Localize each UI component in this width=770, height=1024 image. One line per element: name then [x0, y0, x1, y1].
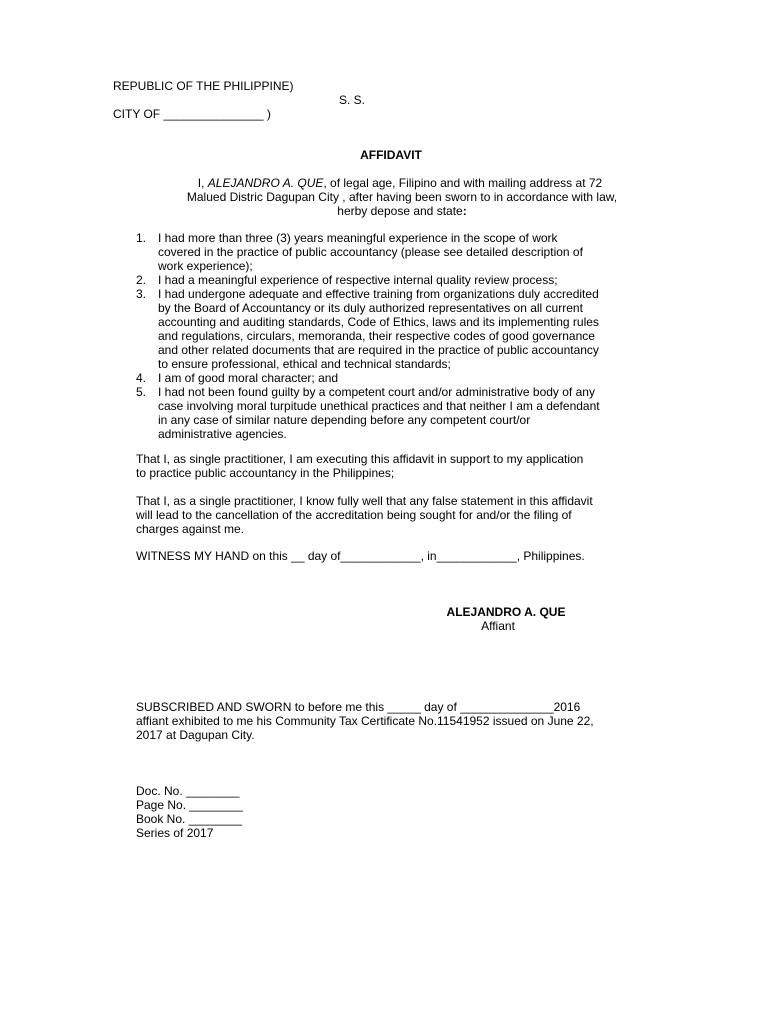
intro-line-3-text: herby depose and state — [337, 204, 463, 218]
header-ss: S. S. — [339, 93, 366, 107]
notary-doc-no: Doc. No. ________ — [136, 784, 240, 798]
list-number: 5. — [136, 385, 147, 399]
signature-role: Affiant — [481, 619, 515, 633]
list-item — [136, 273, 676, 287]
intro-line-1 — [0, 176, 770, 190]
list-line: administrative agencies. — [158, 427, 287, 441]
list-number: 1. — [136, 231, 147, 245]
paragraph-line: affiant exhibited to me his Community Tax Certificate No.11541952 issued on June 22, — [136, 714, 594, 728]
list-line: by the Board of Accountancy or its duly authorized representatives on all current — [158, 301, 583, 315]
paragraph-line: will lead to the cancellation of the accreditation being sought for and/or the filing of — [136, 508, 572, 522]
list-item — [136, 231, 676, 273]
paragraph-false-statement — [136, 494, 676, 536]
header-city: CITY OF _______________ ) — [113, 107, 271, 121]
witness-line: WITNESS MY HAND on this __ day of____________, in____________, Philippines. — [136, 549, 585, 563]
intro-colon: : — [462, 204, 467, 218]
list-number: 3. — [136, 287, 147, 301]
notary-series: Series of 2017 — [136, 826, 214, 840]
intro-line-2: Malued Distric Dagupan City , after having been sworn to in accordance with law, — [186, 190, 618, 204]
header-republic: REPUBLIC OF THE PHILIPPINE) — [113, 79, 294, 93]
paragraph-application — [136, 452, 676, 480]
list-line: I had undergone adequate and effective training from organizations duly accredited — [158, 287, 599, 301]
paragraph-line: That I, as a single practitioner, I know fully well that any false statement in this affidavit — [136, 494, 593, 508]
list-line: in any case of similar nature depending before any competent court/or — [158, 413, 531, 427]
paragraph-line: SUBSCRIBED AND SWORN to before me this _____ day of ______________2016 — [136, 700, 581, 714]
list-line: I had not been found guilty by a competent court and/or administrative body of any — [158, 385, 595, 399]
list-line: I am of good moral character; and — [158, 371, 339, 385]
intro-prefix: I, — [197, 176, 208, 190]
intro-line-1-rest: , of legal age, Filipino and with mailing address at 72 — [323, 176, 603, 190]
list-number: 4. — [136, 371, 147, 385]
list-number: 2. — [136, 273, 147, 287]
list-line: and other related documents that are required in the practice of public accountancy — [158, 343, 599, 357]
notary-book-no: Book No. ________ — [136, 812, 243, 826]
subscribed-paragraph — [136, 700, 676, 742]
list-line: to ensure professional, ethical and technical standards; — [158, 357, 451, 371]
list-line: case involving moral turpitude unethical practices and that neither I am a defendant — [158, 399, 600, 413]
list-line: covered in the practice of public accountancy (please see detailed description of — [158, 245, 583, 259]
list-line: and regulations, circulars, memoranda, their respective codes of good governance — [158, 329, 595, 343]
paragraph-line: charges against me. — [136, 522, 245, 536]
paragraph-line: That I, as single practitioner, I am executing this affidavit in support to my application — [136, 452, 584, 466]
list-item — [136, 385, 676, 441]
intro-line-3 — [0, 204, 770, 218]
list-item — [136, 287, 676, 371]
list-line: I had more than three (3) years meaningful experience in the scope of work — [158, 231, 558, 245]
statement-list — [136, 231, 676, 441]
paragraph-line: 2017 at Dagupan City. — [136, 728, 255, 742]
list-line: work experience); — [158, 259, 253, 273]
list-item — [136, 371, 676, 385]
list-line: accounting and auditing standards, Code of Ethics, laws and its implementing rules — [158, 315, 599, 329]
signature-name: ALEJANDRO A. QUE — [446, 605, 566, 619]
affiant-name-inline: ALEJANDRO A. QUE — [207, 176, 324, 190]
notary-page-no: Page No. ________ — [136, 798, 243, 812]
list-line: I had a meaningful experience of respective internal quality review process; — [158, 273, 558, 287]
document-title: AFFIDAVIT — [360, 148, 422, 162]
paragraph-line: to practice public accountancy in the Philippines; — [136, 466, 395, 480]
